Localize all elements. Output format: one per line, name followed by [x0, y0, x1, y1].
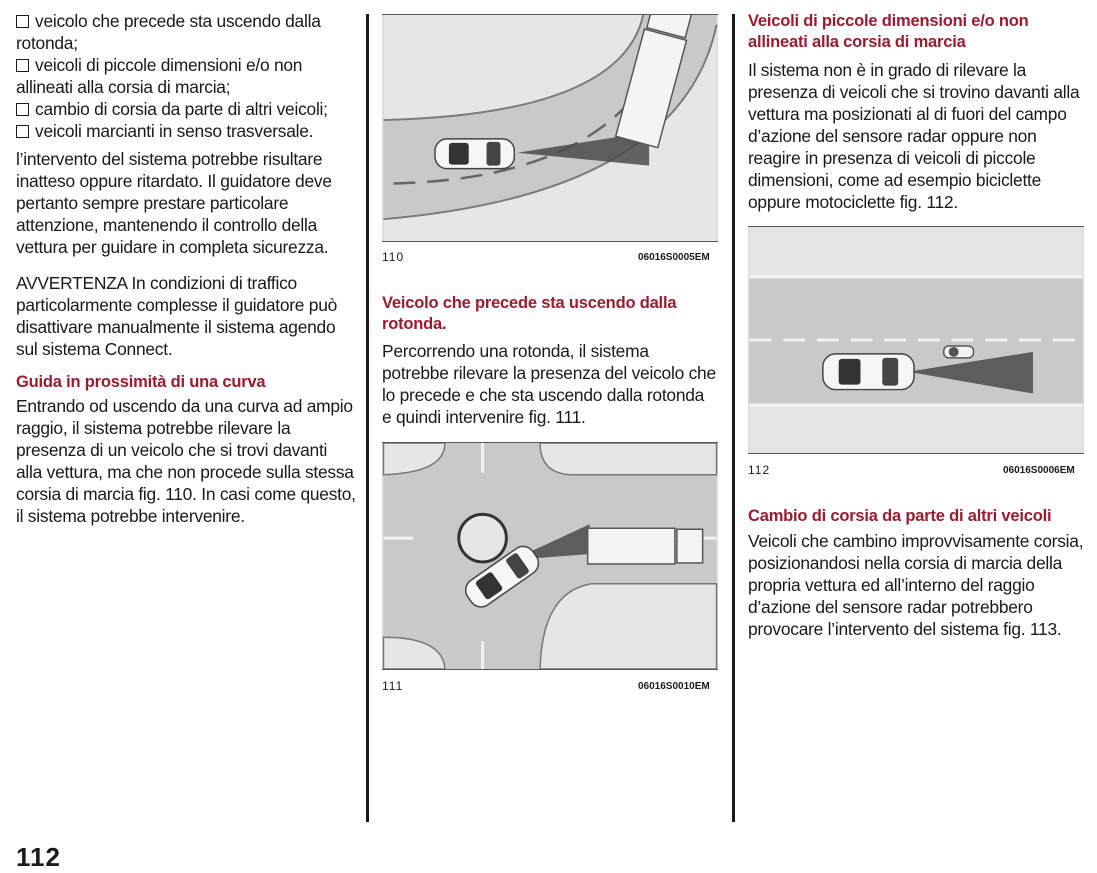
column-divider [366, 14, 369, 822]
roundabout-illustration [382, 443, 718, 669]
paragraph-lane-change: Veicoli che cambino improvvisamente corsia, posizionandosi nella corsia di marcia della propria vettura ed all’interno del raggio d’azione del sensore radar potrebbero provocare l’intervento del sistema fig. 113. [748, 531, 1084, 639]
bullet-item: veicoli marcianti in senso trasversale. [16, 120, 356, 142]
figure-code: 06016S0005EM [638, 252, 710, 263]
column-left [16, 10, 356, 527]
checkbox-bullet-icon [16, 103, 29, 116]
bullet-item: veicolo che precede sta uscendo dalla rotonda; [16, 11, 321, 53]
curve-illustration [382, 15, 718, 241]
heading-roundabout: Veicolo che precede sta uscendo dalla rotonda. [382, 294, 677, 333]
heading-lane-change: Cambio di corsia da parte di altri veicoli [748, 507, 1052, 525]
heading-curve: Guida in prossimità di una curva [16, 373, 266, 391]
paragraph-small-vehicles: Il sistema non è in grado di rilevare la presenza di veicoli che si trovino davanti alla vettura ma posizionati al di fuori del campo d’azione del sensore radar oppure non reagire in presenza di veicoli di piccole dimensioni, come ad esempio biciclette oppure motociclette fig. 112. [748, 60, 1080, 212]
paragraph-warning: AVVERTENZA In condizioni di traffico particolarmente complesse il guidatore può disattivare manualmente il sistema agendo sul sistema Connect. [16, 273, 338, 359]
figure-code: 06016S0010EM [638, 681, 710, 692]
figure-code: 06016S0006EM [1003, 465, 1075, 476]
figure-111-roundabout [382, 442, 718, 670]
checkbox-bullet-icon [16, 125, 29, 138]
motorcycle-illustration [748, 227, 1084, 453]
checkbox-bullet-icon [16, 59, 29, 72]
column-divider [732, 14, 735, 822]
figure-number: 111 [382, 679, 404, 693]
bullet-item: veicoli di piccole dimensioni e/o non allineati alla corsia di marcia; [16, 55, 303, 97]
figure-112-motorcycle [748, 226, 1084, 454]
figure-number: 110 [382, 250, 405, 264]
heading-small-vehicles: Veicoli di piccole dimensioni e/o non allineati alla corsia di marcia [748, 12, 1029, 51]
paragraph-intervention: l’intervento del sistema potrebbe risultare inatteso oppure ritardato. Il guidatore deve pertanto sempre prestare particolare attenzione, mantenendo il controllo della vettura per guidare in completa sicurezza. [16, 149, 332, 257]
figure-number: 112 [748, 463, 771, 477]
paragraph-roundabout: Percorrendo una rotonda, il sistema potrebbe rilevare la presenza del veicolo che lo precede e che sta uscendo dalla rotonda e quindi intervenire fig. 111. [382, 341, 716, 427]
paragraph-curve: Entrando od uscendo da una curva ad ampio raggio, il sistema potrebbe rilevare la presenza di un veicolo che si trovi davanti alla vettura, ma che non procede sulla stessa corsia di marcia fig. 110. In casi come questo, il sistema potrebbe intervenire. [16, 396, 356, 526]
page-number: 112 [16, 842, 61, 872]
checkbox-bullet-icon [16, 15, 29, 28]
bullet-item: cambio di corsia da parte di altri veicoli; [16, 98, 356, 120]
figure-110-curve [382, 14, 718, 242]
